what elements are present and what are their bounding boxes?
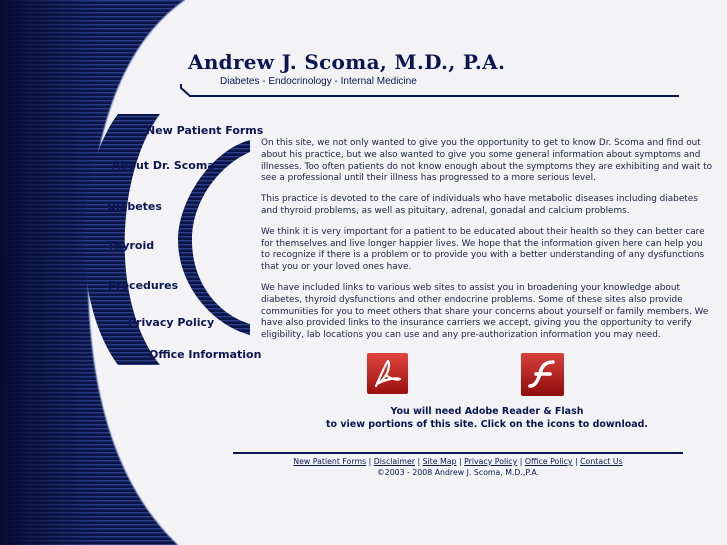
copyright-text: ©2003 - 2008 Andrew J. Scoma, M.D.,P.A. [376,468,540,477]
footer-link-office-policy[interactable]: Office Policy [524,457,573,466]
footer-link-disclaimer[interactable]: Disclaimer [373,457,415,466]
footer-links [233,457,683,466]
footer-separator: | [368,457,372,466]
download-notice-line-2: to view portions of this site. Click on the icons to download. [325,418,649,430]
footer-link-new-patient-forms[interactable]: New Patient Forms [293,457,367,466]
page-title: Andrew J. Scoma, M.D., P.A. [188,50,506,74]
intro-paragraph-1: On this site, we not only wanted to give you the opportunity to get to know Dr. Scoma and find out about his practice, but we also wanted to give you some general information about symptoms and illnesses. Too often patients do not know enough about the symptoms they are exhibiting and wait to see a professional until their illness has progressed to a more serious level. [261,138,713,184]
footer-link-contact-us[interactable]: Contact Us [580,457,623,466]
footer-separator: | [574,457,578,466]
nav-about-dr-scoma[interactable]: About Dr. Scoma [112,159,215,172]
flash-player-icon[interactable] [521,353,562,394]
footer-separator: | [458,457,462,466]
footer-separator: | [417,457,421,466]
footer-link-privacy-policy[interactable]: Privacy Policy [464,457,518,466]
nav-diabetes[interactable]: Diabetes [107,200,162,213]
nav-new-patient-forms[interactable]: New Patient Forms [146,124,264,137]
intro-paragraph-3: We think it is very important for a patient to be educated about their health so they can better care for themselves and live longer happier lives. We hope that the information given here can help you to recognize if there is a problem or to provide you with a better understanding of any dysfunctions that you or your loved ones have. [261,226,705,273]
nav-procedures[interactable]: Procedures [108,279,179,292]
main-content [261,138,713,351]
page-subtitle: Diabetes - Endocrinology - Internal Medicine [220,76,417,87]
nav-privacy-policy[interactable]: Privacy Policy [128,316,215,329]
intro-paragraph-2: This practice is devoted to the care of individuals who have metabolic diseases including diabetes and thyroid problems, as well as pituitary, adrenal, gonadal and calcium problems. [261,194,698,216]
download-notice-line-1: You will need Adobe Reader & Flash [390,406,584,417]
footer-link-site-map[interactable]: Site Map [422,457,457,466]
nav-thyroid[interactable]: Thyroid [107,239,155,252]
adobe-reader-icon[interactable] [367,353,408,394]
nav-office-information[interactable]: Office Information [149,348,262,361]
download-notice [261,406,713,431]
footer-divider [233,452,683,454]
footer-separator: | [519,457,523,466]
intro-paragraph-4: We have included links to various web sites to assist you in broadening your knowledge about diabetes, thyroid dysfunctions and other endocrine problems. Some of these sites also provide communities for you to meet others that share your concerns about yourself or family members. We have also provided links to the insurance carriers we accept, giving you the opportunity to verify eligibility, lab locations you can use and any pre-authorization information you may need. [261,282,709,341]
